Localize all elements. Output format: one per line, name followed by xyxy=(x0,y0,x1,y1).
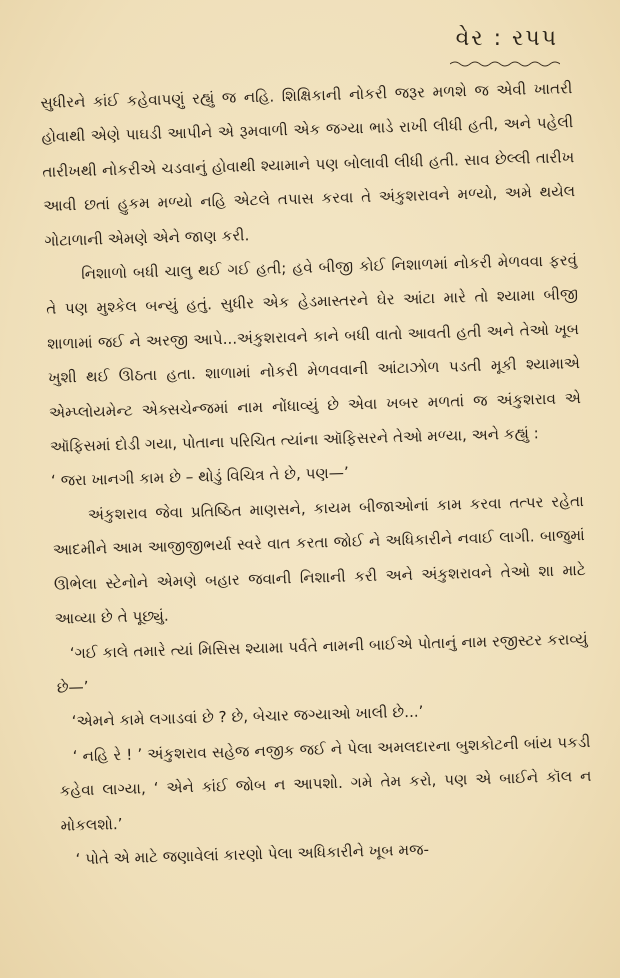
dialogue-line: ‘ પોતે એ માટે જણાવેલાં કારણો પેલા અધિકારીને ખૂબ મજ- xyxy=(75,840,430,869)
dialogue-line: ‘એમને કામે લગાડવાં છે ? છે, બેચાર જગ્યાઓ ખાલી છે...’ xyxy=(71,702,424,731)
paragraph: સુધીરને કાંઈ કહેવાપણું રહ્યું જ નહિ. શિક્ષિકાની નોકરી જરૂર મળશે જ એવી ખાતરી હોવાથી એણે પાઘડી આપીને એ રૂમવાળી એક જગ્યા ભાડે રાખી લીધી હતી, અને પહેલી તારીખથી નોકરીએ ચડવાનું હોવાથી શ્યામાને પણ બોલાવી લીધી હતી. સાવ છેલ્લી તારીખ આવી છતાં હુકમ મળ્યો નહિ એટલે તપાસ કરવા તે અંકુશરાવને મળ્યો, અમે થયેલ ગોટાળાની એમણે એને જાણ કરી. xyxy=(40,79,576,250)
paragraph: નિશાળો બધી ચાલુ થઈ ગઈ હતી; હવે બીજી કોઈ નિશાળમાં નોકરી મેળવવા ફરવું તે પણ મુશ્કેલ બન્યું હતું. સુધીર એક હેડમાસ્તરને ઘેર આંટા મારે તો શ્યામા બીજી શાળામાં જઈ ને અરજી આપે...અંકુશરાવને કાને બધી વાતો આવતી હતી અને તેઓ ખૂબ ખુશી થઈ ઊઠતા હતા. શાળામાં નોકરી મેળવવાની આંટાઝોળ પડતી મૂકી શ્યામાએ એમ્પ્લોયમેન્ટ એક્સચેન્જમાં નામ નોંધાવ્યું છે એવા ખબર મળતાં જ અંકુશરાવ એ ઑફિસમાં દોડી ગયા, પોતાના પરિચિત ત્યાંના ઑફિસરને તેઓ મળ્યા, અને કહ્યું : xyxy=(45,251,582,456)
page-header: વેર : રપપ xyxy=(455,26,558,51)
body-text xyxy=(40,71,594,877)
quote-line: ‘ જરા ખાનગી કામ છે – થોડું વિચિત્ર તે છે, પણ—’ xyxy=(50,464,350,491)
header-wavy-rule xyxy=(450,60,560,68)
paragraph: અંકુશરાવ જેવા પ્રતિષ્ઠિત માણસને, કાયમ બીજાઓનાં કામ કરવા તત્પર રહેતા આદમીને આમ આજીજીભર્યા સ્વરે વાત કરતા જોઈ ને અધિકારીને નવાઈ લાગી. બાજુમાં ઊભેલા સ્ટેનોને એમણે બહાર જવાની નિશાની કરી અને અંકુશરાવને તેઓ શા માટે આવ્યા છે તે પૂછ્યું. xyxy=(52,491,586,628)
dialogue-line: ‘ગઈ કાલે તમારે ત્યાં મિસિસ શ્યામા પર્વતે નામની બાઈએ પોતાનું નામ રજીસ્ટર કરાવ્યું છે—’ xyxy=(56,629,588,697)
dialogue-line: ‘ નહિ રે ! ’ અંકુશરાવ સહેજ નજીક જઈ ને પેલા અમલદારના બુશકોટની બાંય પકડી કહેવા લાગ્યા, ‘ એને કાંઈ જોબ ન આપશો. ગમે તેમ કરો, પણ એ બાઈને કૉલ ન મોકલશો.’ xyxy=(59,732,592,835)
